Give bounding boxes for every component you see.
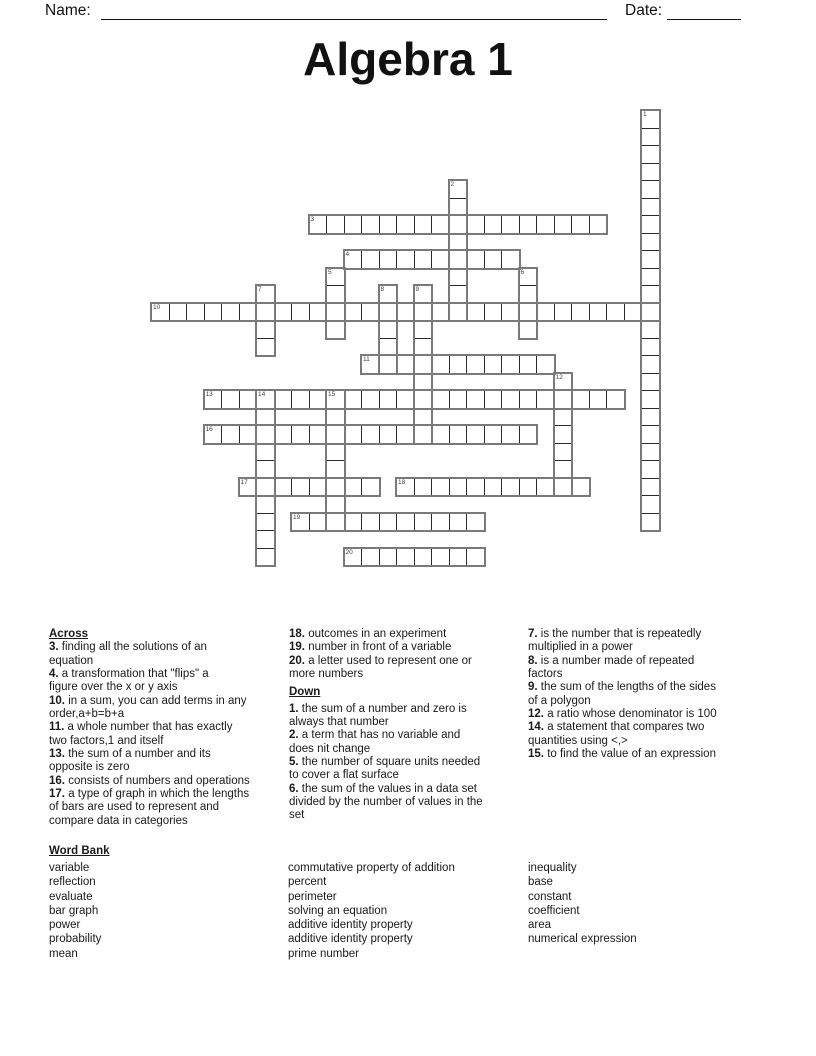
grid-cell (554, 373, 573, 392)
grid-cell (466, 425, 485, 444)
grid-cell (344, 250, 363, 269)
page-title: Algebra 1 (303, 33, 513, 85)
grid-cell (519, 268, 538, 287)
cell-number-6: 6 (520, 268, 525, 276)
grid-cell (606, 390, 625, 409)
clue-across-16: 16. consists of numbers and operations (49, 774, 250, 787)
clue-across-18: 18. outcomes in an experiment (289, 628, 447, 640)
grid-cell (589, 390, 608, 409)
grid-cell (396, 478, 415, 497)
word-bank-item: power (49, 919, 81, 932)
grid-cell (431, 478, 450, 497)
grid-cell (274, 478, 293, 497)
grid-cell (396, 303, 415, 322)
grid-cell (449, 285, 468, 304)
word-bank-item: additive identity property (288, 933, 413, 946)
cell-number-4: 4 (345, 251, 350, 258)
grid-cell (256, 513, 275, 532)
grid-cell (519, 285, 538, 304)
grid-cell (641, 443, 660, 462)
grid-cell (151, 303, 170, 322)
grid-cell (641, 233, 660, 252)
cell-number-9: 9 (415, 286, 420, 293)
grid-cell (484, 425, 503, 444)
grid-cell (344, 478, 363, 497)
clue-down-1: 1. the sum of a number and zero is always that number (289, 702, 467, 729)
grid-cell (361, 425, 380, 444)
word-bank-column-3 (528, 861, 768, 947)
grid-cell (431, 215, 450, 234)
grid-cell (641, 268, 660, 287)
grid-cell (501, 425, 520, 444)
cell-number-20: 20 (345, 548, 353, 556)
grid-cell (519, 320, 538, 339)
clue-across-3: 3. finding all the solutions of an equation (49, 641, 207, 667)
grid-cell (256, 530, 275, 549)
word-bank-item: bar graph (49, 904, 99, 917)
grid-cell (554, 443, 573, 462)
clue-down-8: 8. is a number made of repeated factors (528, 654, 695, 681)
across-header: Across (49, 628, 88, 640)
grid-cell (379, 303, 398, 322)
word-bank-item: evaluate (49, 890, 93, 903)
clue-across-4: 4. a transformation that "flips" a figure over the x or y axis (49, 668, 209, 694)
grid-cell (554, 408, 573, 427)
grid-cell (554, 390, 573, 409)
word-bank-item: numerical expression (528, 933, 637, 946)
grid-cell (519, 478, 538, 497)
grid-cell (379, 425, 398, 444)
grid-cell (309, 215, 328, 234)
grid-cell (291, 390, 310, 409)
grid-cell (361, 215, 380, 234)
grid-cell (204, 303, 223, 322)
clue-down-9: 9. the sum of the lengths of the sides of a polygon (528, 681, 716, 707)
word-bank-item: variable (49, 862, 90, 874)
cell-number-18: 18 (398, 478, 406, 486)
grid-cell (641, 478, 660, 497)
grid-cell (449, 198, 468, 217)
grid-cell (414, 320, 433, 339)
clue-across-17: 17. a type of graph in which the lengths of bars are used to represent and compare data in categories (49, 788, 250, 827)
grid-cell (641, 180, 660, 199)
clue-across-13: 13. the sum of a number and its opposite is zero (49, 748, 211, 774)
grid-cell (449, 303, 468, 322)
grid-cell (501, 303, 520, 322)
grid-cell (484, 303, 503, 322)
grid-cell (326, 460, 345, 479)
grid-cell (449, 548, 468, 567)
cell-number-11: 11 (363, 356, 370, 363)
grid-cell (641, 460, 660, 479)
grid-cell (309, 478, 328, 497)
grid-cell (326, 513, 345, 532)
grid-cell (344, 215, 363, 234)
grid-cell (326, 495, 345, 514)
grid-cell (309, 390, 328, 409)
word-bank-column-1 (49, 861, 279, 961)
word-bank-item: perimeter (288, 890, 337, 903)
grid-cell (414, 355, 433, 374)
clue-down-5: 5. the number of square units needed to cover a flat surface (289, 756, 481, 782)
grid-cell (501, 355, 520, 374)
grid-cell (431, 425, 450, 444)
grid-cell (571, 303, 590, 322)
grid-cell (641, 145, 660, 164)
cell-number-14: 14 (258, 391, 266, 398)
name-label: Name: (45, 2, 91, 19)
grid-cell (344, 303, 363, 322)
grid-cell (519, 355, 538, 374)
grid-cell (554, 215, 573, 234)
clue-down-6: 6. the sum of the values in a data set divided by the number of values in the set (289, 782, 483, 822)
cell-number-5: 5 (328, 268, 332, 276)
grid-cell (274, 303, 293, 322)
grid-cell (204, 390, 223, 409)
grid-cell (186, 303, 205, 322)
grid-cell (326, 425, 345, 444)
grid-cell (344, 425, 363, 444)
grid-cell (256, 495, 275, 514)
grid-cell (484, 355, 503, 374)
grid-cell (571, 478, 590, 497)
down-header: Down (289, 686, 321, 699)
grid-cell (221, 425, 240, 444)
grid-cell (414, 250, 433, 269)
grid-cell (344, 390, 363, 409)
grid-cell (536, 215, 555, 234)
grid-cell (641, 303, 660, 322)
grid-cell (536, 355, 555, 374)
clue-down-7: 7. is the number that is repeatedly multiplied in a power (528, 628, 702, 654)
grid-cell (256, 548, 275, 567)
grid-cell (396, 513, 415, 532)
clue-across-10: 10. in a sum, you can add terms in any order,a+b=b+a (49, 694, 247, 721)
grid-cell (396, 250, 415, 269)
grid-cell (431, 303, 450, 322)
clue-across-19: 19. number in front of a variable (289, 641, 452, 654)
grid-cell (554, 460, 573, 479)
grid-cell (449, 268, 468, 287)
grid-cell (221, 303, 240, 322)
grid-cell (449, 355, 468, 374)
clues-column-2 (289, 628, 529, 823)
grid-cell (256, 303, 275, 322)
grid-cell (466, 478, 485, 497)
clue-down-15: 15. to find the value of an expression (528, 748, 716, 761)
grid-cell (396, 355, 415, 374)
grid-cell (414, 338, 433, 357)
grid-cell (309, 513, 328, 532)
grid-cell (414, 408, 433, 427)
grid-cell (449, 180, 468, 199)
grid-cell (466, 355, 485, 374)
grid-cell (641, 425, 660, 444)
grid-cell (466, 513, 485, 532)
grid-cell (484, 250, 503, 269)
grid-cell (414, 373, 433, 392)
grid-cell (501, 390, 520, 409)
grid-cell (326, 408, 345, 427)
grid-cell (291, 425, 310, 444)
grid-cell (256, 460, 275, 479)
grid-cell (641, 163, 660, 182)
cell-number-16: 16 (205, 426, 213, 433)
grid-cell (641, 390, 660, 409)
clues-column-3 (528, 628, 778, 761)
grid-cell (414, 285, 433, 304)
grid-cell (641, 198, 660, 217)
grid-cell (256, 408, 275, 427)
clue-across-20: 20. a letter used to represent one or more numbers (289, 654, 472, 681)
grid-cell (484, 390, 503, 409)
word-bank-item: mean (49, 947, 78, 960)
word-bank-item: coefficient (528, 904, 580, 917)
grid-cell (414, 548, 433, 567)
grid-cell (361, 390, 380, 409)
grid-cell (466, 303, 485, 322)
grid-cell (641, 338, 660, 357)
cell-number-12: 12 (555, 373, 563, 381)
grid-cell (536, 478, 555, 497)
grid-cell (431, 390, 450, 409)
grid-cell (466, 390, 485, 409)
grid-cell (536, 390, 555, 409)
grid-cell (361, 513, 380, 532)
grid-cell (309, 303, 328, 322)
cell-number-17: 17 (240, 478, 248, 486)
grid-cell (396, 390, 415, 409)
grid-cell (641, 495, 660, 514)
grid-cell (326, 285, 345, 304)
clue-down-14: 14. a statement that compares two quantities using <,> (528, 721, 705, 747)
word-bank-item: base (528, 876, 553, 889)
grid-cell (169, 303, 188, 322)
grid-cell (431, 250, 450, 269)
grid-cell (571, 215, 590, 234)
grid-cell (449, 215, 468, 234)
grid-cell (414, 303, 433, 322)
grid-cell (326, 443, 345, 462)
word-bank-item: solving an equation (288, 904, 388, 917)
grid-cell (379, 355, 398, 374)
date-label: Date: (625, 2, 663, 19)
cell-number-8: 8 (380, 286, 385, 293)
grid-cell (466, 250, 485, 269)
word-bank-item: prime number (288, 947, 359, 960)
word-bank-item: percent (288, 876, 327, 889)
grid-cell (396, 425, 415, 444)
word-bank-item: area (528, 919, 552, 932)
cell-number-7: 7 (258, 286, 262, 293)
cell-number-3: 3 (310, 216, 315, 223)
grid-cell (484, 215, 503, 234)
cell-number-2: 2 (450, 181, 455, 188)
grid-cell (291, 478, 310, 497)
cell-number-13: 13 (205, 391, 213, 398)
grid-cell (519, 390, 538, 409)
grid-cell (554, 425, 573, 444)
grid-cell (501, 250, 520, 269)
grid-cell (256, 425, 275, 444)
grid-cell (274, 425, 293, 444)
grid-cell (554, 478, 573, 497)
word-bank-item: inequality (528, 862, 577, 874)
grid-cell (326, 303, 345, 322)
grid-cell (361, 548, 380, 567)
grid-cell (606, 303, 625, 322)
grid-cell (641, 128, 660, 147)
grid-cell (326, 478, 345, 497)
grid-cell (256, 285, 275, 304)
cell-number-10: 10 (153, 303, 161, 311)
grid-cell (641, 215, 660, 234)
grid-cell (256, 443, 275, 462)
grid-cell (291, 303, 310, 322)
grid-cell (589, 303, 608, 322)
grid-cell (379, 548, 398, 567)
grid-cell (519, 303, 538, 322)
grid-cell (449, 478, 468, 497)
cell-number-1: 1 (643, 111, 647, 118)
grid-cell (449, 250, 468, 269)
grid-cell (396, 215, 415, 234)
clue-across-11: 11. a whole number that has exactly two factors,1 and itself (49, 721, 233, 747)
grid-cell (291, 513, 310, 532)
grid-cell (554, 303, 573, 322)
grid-cell (239, 390, 258, 409)
grid-cell (414, 478, 433, 497)
grid-cell (379, 285, 398, 304)
grid-cell (396, 548, 415, 567)
grid-cell (449, 513, 468, 532)
grid-cell (361, 478, 380, 497)
cell-number-15: 15 (328, 391, 336, 398)
grid-cell (449, 390, 468, 409)
grid-cell (449, 425, 468, 444)
word-bank-item: probability (49, 933, 102, 946)
word-bank-item: commutative property of addition (288, 862, 455, 874)
grid-cell (449, 233, 468, 252)
grid-cell (414, 390, 433, 409)
grid-cell (501, 215, 520, 234)
grid-cell (414, 425, 433, 444)
grid-cell (466, 548, 485, 567)
grid-cell (431, 355, 450, 374)
grid-cell (344, 548, 363, 567)
grid-cell (519, 425, 538, 444)
grid-cell (361, 303, 380, 322)
word-bank-item: reflection (49, 876, 96, 889)
grid-cell (256, 390, 275, 409)
grid-cell (379, 338, 398, 357)
grid-cell (589, 215, 608, 234)
grid-cell (379, 320, 398, 339)
grid-cell (641, 110, 660, 129)
grid-cell (571, 390, 590, 409)
grid-cell (641, 513, 660, 532)
grid-cell (239, 303, 258, 322)
grid-cell (414, 513, 433, 532)
grid-cell (204, 425, 223, 444)
clue-down-2: 2. a term that has no variable and does nit change (289, 729, 461, 755)
grid-cell (326, 320, 345, 339)
grid-cell (431, 548, 450, 567)
grid-cell (641, 250, 660, 269)
grid-cell (641, 285, 660, 304)
grid-cell (326, 215, 345, 234)
cell-number-19: 19 (293, 513, 301, 521)
grid-cell (221, 390, 240, 409)
grid-cell (326, 390, 345, 409)
word-bank-column-2 (288, 861, 518, 961)
grid-cell (379, 513, 398, 532)
word-bank-item: constant (528, 890, 572, 903)
grid-cell (641, 408, 660, 427)
grid-cell (379, 215, 398, 234)
clues-column-1 (49, 628, 289, 828)
grid-cell (239, 478, 258, 497)
grid-cell (519, 215, 538, 234)
grid-cell (361, 355, 380, 374)
grid-cell (641, 320, 660, 339)
grid-cell (501, 478, 520, 497)
clue-down-12: 12. a ratio whose denominator is 100 (528, 708, 717, 721)
grid-cell (239, 425, 258, 444)
word-bank-header: Word Bank (49, 845, 110, 857)
grid-cell (431, 513, 450, 532)
grid-cell (484, 478, 503, 497)
grid-cell (624, 303, 643, 322)
grid-cell (414, 215, 433, 234)
grid-cell (274, 390, 293, 409)
grid-cell (379, 390, 398, 409)
grid-cell (256, 320, 275, 339)
word-bank-item: additive identity property (288, 919, 413, 932)
grid-cell (536, 303, 555, 322)
grid-cell (466, 215, 485, 234)
grid-cell (256, 478, 275, 497)
grid-cell (379, 250, 398, 269)
grid-cell (256, 338, 275, 357)
grid-cell (641, 373, 660, 392)
grid-cell (361, 250, 380, 269)
grid-cell (344, 513, 363, 532)
grid-cell (326, 268, 345, 287)
grid-cell (309, 425, 328, 444)
grid-cell (641, 355, 660, 374)
